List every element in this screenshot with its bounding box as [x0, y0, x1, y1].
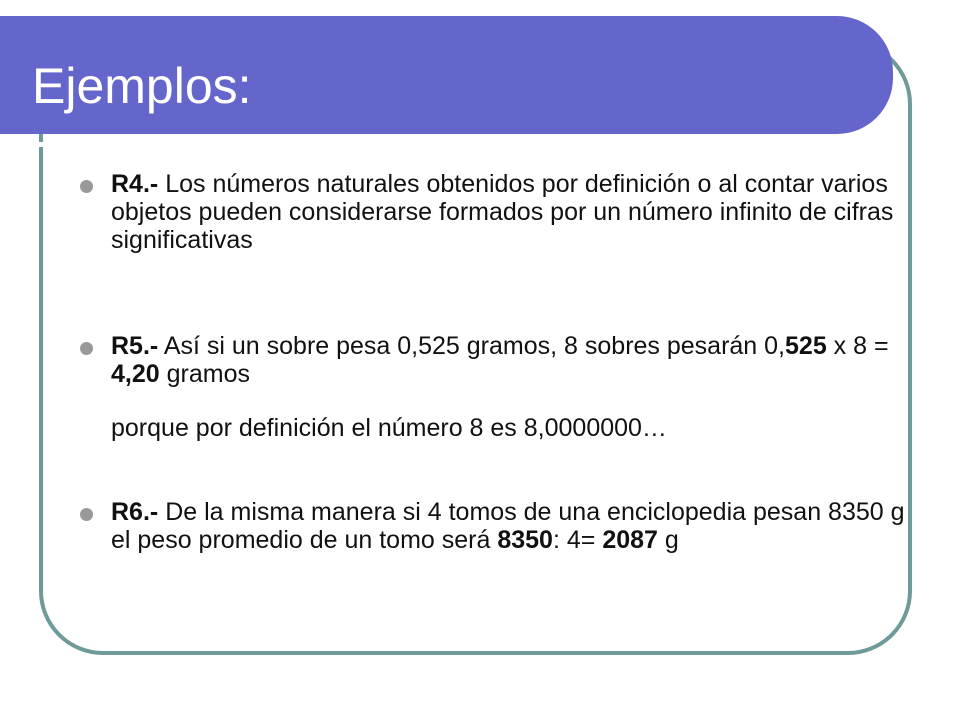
item-label: R6.- [111, 498, 159, 526]
item-text: Los números naturales obtenidos por definición o al contar varios objetos pueden considerarse formados por un número infinito de cifras significativas [111, 170, 894, 254]
list-item-r5 [80, 332, 911, 388]
list-item-r4 [80, 170, 911, 254]
list-item-r5-continuation: porque por definición el número 8 es 8,0000000… [111, 414, 667, 442]
item-text: gramos [159, 360, 250, 388]
title-underline [0, 142, 850, 147]
item-label: R5.- [111, 332, 159, 360]
item-text: De la misma manera si 4 tomos de una enciclopedia pesan 8350 g el peso promedio de un tomo será [111, 498, 905, 554]
item-text: Así si un sobre pesa 0,525 gramos, 8 sobres pesarán 0, [163, 332, 786, 360]
item-label: R4.- [111, 170, 159, 198]
item-bold-value: 525 [785, 332, 827, 360]
item-bold-value: 8350 [497, 526, 553, 554]
bullet-icon [80, 508, 93, 521]
slide-title: Ejemplos: [32, 58, 252, 114]
item-bold-value: 4,20 [111, 360, 160, 388]
list-item-r6 [80, 498, 911, 554]
item-text: x 8 = [826, 332, 889, 360]
item-bold-value: 2087 [602, 526, 658, 554]
title-bar [0, 16, 893, 134]
item-text: g [657, 526, 679, 554]
bullet-icon [80, 180, 93, 193]
item-text: : 4= [552, 526, 603, 554]
bullet-icon [80, 342, 93, 355]
